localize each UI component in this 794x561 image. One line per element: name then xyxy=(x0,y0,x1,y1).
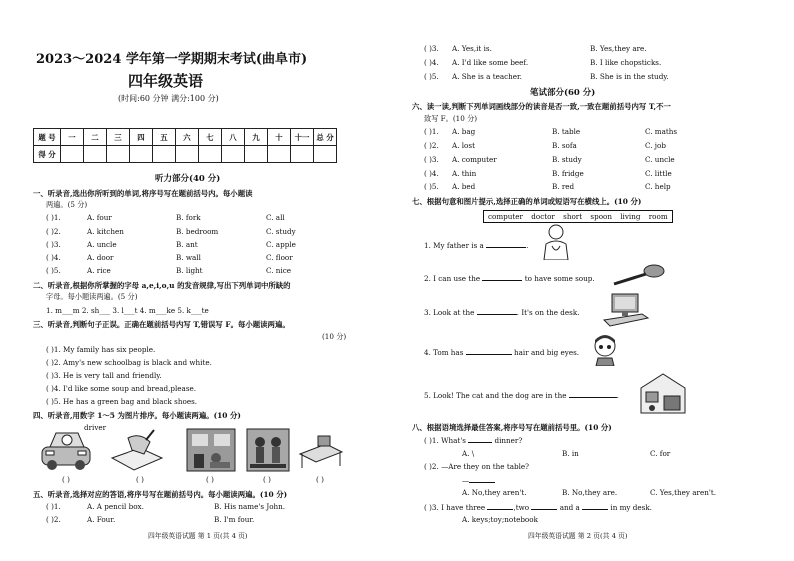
section-1-title-cont: 两遍。(5 分) xyxy=(46,200,88,209)
score-input-cell[interactable] xyxy=(153,146,176,163)
section-7-title: 七、根据句意和图片提示,选择正确的单词或短语写在横线上。(10 分) xyxy=(412,197,642,206)
question-number[interactable]: ( )4. xyxy=(424,58,439,67)
question-number[interactable]: ( )2. xyxy=(46,227,61,236)
option-c: C. floor xyxy=(266,253,293,262)
question-number[interactable]: ( )3. xyxy=(424,503,439,512)
question-text: I have three xyxy=(441,503,486,512)
option-a: A. I'd like some beef. xyxy=(452,58,529,67)
doctor-picture xyxy=(540,222,572,260)
option-a: A. uncle xyxy=(87,240,117,249)
score-table xyxy=(33,128,337,163)
word-bank-box: computer doctor short spoon living room xyxy=(483,210,673,223)
answer-blank[interactable] xyxy=(569,390,620,400)
driver-car-picture xyxy=(38,425,94,471)
option-a: A. door xyxy=(87,253,114,262)
score-cell: 题 号 xyxy=(34,129,61,146)
question-number[interactable]: ( )2. xyxy=(46,515,61,524)
writing-hand-picture xyxy=(110,428,164,472)
people-room-picture xyxy=(246,428,290,472)
option-b: B. study xyxy=(552,155,582,164)
option-c: C. maths xyxy=(645,127,678,136)
option-a: A. keys;toy;notebook xyxy=(462,515,538,524)
option-c: C. Yes,they aren't. xyxy=(650,488,717,497)
option-a: A. thin xyxy=(452,169,477,178)
answer-blank[interactable] xyxy=(477,307,517,315)
sentence-suffix: to have some soup. xyxy=(524,274,595,283)
option-b: B. fridge xyxy=(552,169,584,178)
choice-question-2 xyxy=(424,462,529,471)
classroom-picture xyxy=(186,428,236,472)
option-a: A. She is a teacher. xyxy=(452,72,522,81)
question-text: —Are they on the table? xyxy=(441,462,530,471)
option-a: A. kitchen xyxy=(87,227,124,236)
option-c: C. nice xyxy=(266,266,292,275)
question-number[interactable]: ( )2. xyxy=(424,141,439,150)
sentence-prefix: 1. My father is a xyxy=(424,241,484,250)
score-input-cell[interactable] xyxy=(107,146,130,163)
option-c: C. study xyxy=(266,227,296,236)
question-number[interactable]: ( )3. xyxy=(424,44,439,53)
option-b: B. fork xyxy=(176,213,201,222)
option-a: A. bed xyxy=(452,182,476,191)
section-6-title-cont: 致写 F。(10 分) xyxy=(424,114,478,123)
option-c: C. job xyxy=(645,141,666,150)
question-text-cont: ,two xyxy=(513,503,530,512)
section-2-items[interactable]: 1. m___m 2. sh___ 3. l___t 4. m___ke 5. k___te xyxy=(46,306,209,315)
section-4-title: 四、听录音,用数字 1～5 为图片排序。每小题读两遍。(10 分) xyxy=(33,411,241,420)
section-6-title: 六、读一读,判断下列单词画线部分的读音是否一致,一致在题前括号内写 T,不一 xyxy=(412,102,671,111)
desk-picture xyxy=(296,430,346,470)
fill-sentence-4 xyxy=(424,347,579,357)
sentence-prefix: 2. I can use the xyxy=(424,274,481,283)
boy-face-picture xyxy=(590,332,620,366)
section-8-title: 八、根据语境选择最佳答案,将序号写在题前括号里。(10 分) xyxy=(412,423,612,432)
picture-order-bracket[interactable]: ( ) xyxy=(136,475,144,484)
question-number[interactable]: ( )4. xyxy=(424,169,439,178)
question-number[interactable]: ( )1. xyxy=(424,436,439,445)
picture-order-bracket[interactable]: ( ) xyxy=(263,475,271,484)
score-input-cell[interactable] xyxy=(314,146,337,163)
sentence-suffix: hair and big eyes. xyxy=(514,348,580,357)
reply-line xyxy=(462,475,495,485)
score-cell: 总 分 xyxy=(314,129,337,146)
question-number[interactable]: ( )5. xyxy=(424,182,439,191)
question-number[interactable]: ( )3. xyxy=(46,240,61,249)
question-number[interactable]: ( )5. xyxy=(424,72,439,81)
option-b: B. table xyxy=(552,127,581,136)
picture-order-bracket[interactable]: ( ) xyxy=(316,475,324,484)
answer-blank[interactable] xyxy=(487,502,513,510)
question-number[interactable]: ( )1. xyxy=(424,127,439,136)
question-text-cont: and a xyxy=(559,503,580,512)
statement-item[interactable]: ( )2. Amy's new schoolbag is black and white. xyxy=(46,358,212,367)
option-a: A. \ xyxy=(462,449,475,458)
score-input-cell[interactable] xyxy=(291,146,314,163)
answer-blank[interactable] xyxy=(531,502,557,510)
sentence-prefix: 3. Look at the xyxy=(424,308,475,317)
statement-item[interactable]: ( )4. I'd like some soup and bread,please. xyxy=(46,384,197,393)
option-a: A. bag xyxy=(452,127,476,136)
option-b: B. bedroom xyxy=(176,227,219,236)
reply-dash: — xyxy=(462,476,470,485)
question-number[interactable]: ( )1. xyxy=(46,213,61,222)
question-text: What's xyxy=(441,436,466,445)
score-cell: 二 xyxy=(84,129,107,146)
option-b: B. wall xyxy=(176,253,201,262)
statement-item[interactable]: ( )3. He is very tall and friendly. xyxy=(46,371,162,380)
sentence-suffix: . xyxy=(616,391,620,400)
option-c: C. for xyxy=(650,449,671,458)
score-cell: 八 xyxy=(222,129,245,146)
fill-sentence-1 xyxy=(424,240,528,250)
option-b: B. I like chopsticks. xyxy=(590,58,662,67)
question-number[interactable]: ( )1. xyxy=(46,502,61,511)
score-input-cell[interactable] xyxy=(84,146,107,163)
listening-section-header: 听力部分(40 分) xyxy=(155,174,221,184)
score-cell: 七 xyxy=(199,129,222,146)
option-a: A. lost xyxy=(452,141,475,150)
picture-order-bracket[interactable]: ( ) xyxy=(62,475,70,484)
section-2-title-cont: 字母。每小题读两遍。(5 分) xyxy=(46,292,138,301)
fill-sentence-3 xyxy=(424,307,579,317)
option-c: C. help xyxy=(645,182,671,191)
driver-label: driver xyxy=(84,423,107,432)
question-number[interactable]: ( )2. xyxy=(424,462,439,471)
section-1-title: 一、听录音,选出你所听到的单词,将序号写在题前括号内。每小题读 xyxy=(33,189,253,198)
choice-question-1 xyxy=(424,435,522,445)
page-2-footer: 四年级英语试题 第 2 页(共 4 页) xyxy=(528,532,628,540)
question-number[interactable]: ( )5. xyxy=(46,266,61,275)
section-3-score: (10 分) xyxy=(322,332,347,341)
answer-blank[interactable] xyxy=(466,347,512,355)
option-a: A. rice xyxy=(87,266,111,275)
option-c: C. uncle xyxy=(645,155,675,164)
answer-blank[interactable] xyxy=(486,240,529,250)
option-b: B. red xyxy=(552,182,575,191)
sentence-prefix: 5. Look! The cat and the dog are in the xyxy=(424,391,567,400)
option-b: B. in xyxy=(562,449,579,458)
score-input-cell[interactable] xyxy=(130,146,153,163)
score-input-cell[interactable] xyxy=(268,146,291,163)
sentence-prefix: 4. Tom has xyxy=(424,348,464,357)
score-cell: 十一 xyxy=(291,129,314,146)
exam-subject: 四年级英语 xyxy=(128,72,204,90)
option-a: A. A pencil box. xyxy=(87,502,144,511)
sentence-suffix: . It's on the desk. xyxy=(516,308,580,317)
statement-item[interactable]: ( )1. My family has six people. xyxy=(46,345,156,354)
option-c: C. little xyxy=(645,169,672,178)
score-table-header-row xyxy=(34,129,337,146)
spoon-picture xyxy=(610,262,666,288)
score-cell: 十 xyxy=(268,129,291,146)
score-cell: 四 xyxy=(130,129,153,146)
option-c: C. all xyxy=(266,213,285,222)
score-cell: 六 xyxy=(176,129,199,146)
statement-item[interactable]: ( )5. He has a green bag and black shoes. xyxy=(46,397,198,406)
score-input-cell[interactable] xyxy=(199,146,222,163)
score-cell: 九 xyxy=(245,129,268,146)
score-table-score-row xyxy=(34,146,337,163)
score-input-cell[interactable] xyxy=(245,146,268,163)
score-input-cell[interactable] xyxy=(222,146,245,163)
option-a: A. Four. xyxy=(87,515,116,524)
fill-sentence-2 xyxy=(424,273,595,283)
score-input-cell[interactable] xyxy=(176,146,199,163)
option-a: A. No,they aren't. xyxy=(462,488,527,497)
exam-time-info: (时间:60 分钟 满分:100 分) xyxy=(118,94,219,103)
option-c: C. apple xyxy=(266,240,296,249)
exam-title: 2023～2024 学年第一学期期末考试(曲阜市) xyxy=(36,52,308,67)
score-input-cell[interactable] xyxy=(61,146,84,163)
option-b: B. She is in the study. xyxy=(590,72,669,81)
section-5-title: 五、听录音,选择对应的答语,将序号写在题前括号内。每小题读两遍。(10 分) xyxy=(33,490,288,499)
option-b: B. sofa xyxy=(552,141,577,150)
option-a: A. computer xyxy=(452,155,497,164)
option-b: B. light xyxy=(176,266,203,275)
score-cell: 一 xyxy=(61,129,84,146)
page-1-footer: 四年级英语试题 第 1 页(共 4 页) xyxy=(148,532,248,540)
written-section-header: 笔试部分(60 分) xyxy=(530,88,596,98)
score-cell: 三 xyxy=(107,129,130,146)
option-a: A. Yes,it is. xyxy=(452,44,492,53)
answer-blank[interactable] xyxy=(469,475,495,483)
score-cell: 五 xyxy=(153,129,176,146)
answer-blank[interactable] xyxy=(468,435,492,443)
option-b: B. I'm four. xyxy=(214,515,255,524)
choice-question-3 xyxy=(424,502,652,512)
sentence-suffix: . xyxy=(526,241,529,250)
option-b: B. No,they are. xyxy=(562,488,618,497)
score-row-label: 得 分 xyxy=(34,146,61,163)
option-b: B. His name's John. xyxy=(214,502,286,511)
answer-blank[interactable] xyxy=(482,273,522,281)
fill-sentence-5 xyxy=(424,390,619,400)
option-a: A. four xyxy=(87,213,112,222)
question-text-end: in my desk. xyxy=(610,503,652,512)
computer-picture xyxy=(602,292,650,328)
question-number[interactable]: ( )3. xyxy=(424,155,439,164)
option-b: B. ant xyxy=(176,240,198,249)
question-number[interactable]: ( )4. xyxy=(46,253,61,262)
picture-order-bracket[interactable]: ( ) xyxy=(206,475,214,484)
option-b: B. Yes,they are. xyxy=(590,44,647,53)
living-room-picture xyxy=(640,372,686,414)
answer-blank[interactable] xyxy=(582,502,608,510)
section-2-title: 二、听录音,根据你所掌握的字母 a,e,i,o,u 的发音规律,写出下列单词中所缺的 xyxy=(33,281,291,290)
question-text-cont: dinner? xyxy=(494,436,523,445)
section-3-title: 三、听录音,判断句子正误。正确在题前括号内写 T,错误写 F。每小题读两遍。 xyxy=(33,320,290,329)
